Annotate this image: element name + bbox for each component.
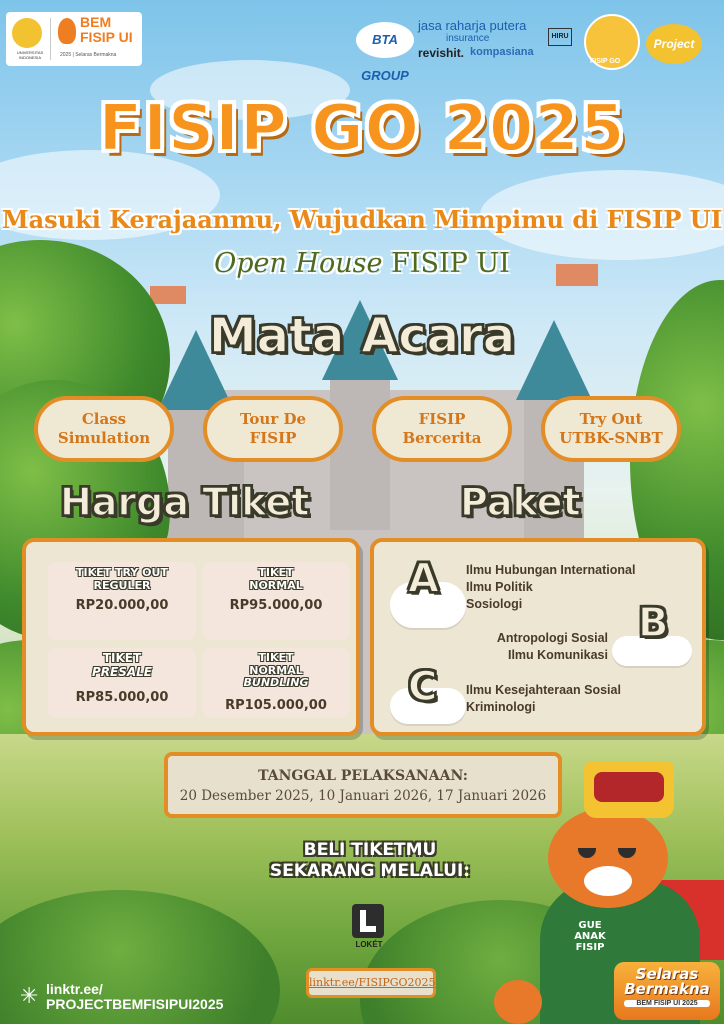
loket-icon-stroke xyxy=(360,926,376,932)
university-name: UNIVERSITAS INDONESIA xyxy=(16,50,44,60)
sponsor-jasa-raharja-sub: insurance xyxy=(446,33,490,44)
buy-ticket-line1: BELI TIKETMU xyxy=(303,840,437,860)
tagline: Masuki Kerajaanmu, Wujudkan Mimpimu di FISIP UI xyxy=(2,205,722,234)
paket-heading: Paket xyxy=(460,480,581,524)
package-letter: C xyxy=(408,664,438,710)
ticket-card xyxy=(202,648,350,718)
sponsor-revishit: revishit. xyxy=(418,46,465,60)
ticket-card xyxy=(48,562,196,640)
selaras-caption: BEM FISIP UI 2025 xyxy=(624,1000,710,1007)
ticket-name-line: NORMAL xyxy=(249,663,303,677)
ticket-card xyxy=(48,648,196,718)
fisip-go-caption: FISIP GO xyxy=(590,58,621,65)
page-title: FISIP GO 2025 xyxy=(98,92,626,166)
logo-divider xyxy=(50,18,51,60)
loket-icon xyxy=(352,904,384,938)
header-logo-box xyxy=(6,12,142,66)
package-letter: B xyxy=(638,600,669,646)
mascot-head xyxy=(548,808,668,908)
ticket-name-line: PRESALE xyxy=(91,664,152,679)
flag xyxy=(150,286,186,304)
ui-makara-icon xyxy=(12,18,42,48)
sponsor-jasa-raharja: jasa raharja putera xyxy=(418,18,527,33)
project-logo: Project xyxy=(646,24,702,64)
ticket-name-line: TIKET TRY OUT xyxy=(76,566,168,579)
open-house-italic: Open House xyxy=(214,248,383,279)
bem-logo-text xyxy=(80,15,133,45)
package-letter: A xyxy=(408,556,439,602)
selaras-line2: Bermakna xyxy=(624,980,710,998)
selaras-line1: Selaras xyxy=(635,965,699,983)
ticket-name-line: TIKET xyxy=(102,651,142,665)
castle-tower xyxy=(330,380,390,530)
package-majors: Ilmu Hubungan International Ilmu Politik Sosiologi xyxy=(466,563,636,611)
ticket-price: RP105.000,00 xyxy=(225,698,327,713)
selaras-text xyxy=(614,967,720,997)
mascot-eye xyxy=(618,848,636,858)
date-label: TANGGAL PELAKSANAAN: xyxy=(258,768,468,784)
event-fisip-bercerita: FISIP Bercerita xyxy=(372,396,512,462)
mascot-shirt-text: GUE ANAK FISIP xyxy=(574,920,606,953)
sponsor-hiru: HIRU xyxy=(548,28,572,46)
mascot-muzzle xyxy=(584,866,632,896)
ticket-price: RP85.000,00 xyxy=(75,690,169,705)
linktree-line1: linktr.ee/ xyxy=(46,981,103,997)
mascot-eye xyxy=(578,848,596,858)
linktree-icon: ✳ xyxy=(20,984,39,1009)
open-house-rest: FISIP UI xyxy=(382,248,510,279)
ticket-name-line: TIKET xyxy=(258,651,294,664)
event-tour-de-fisip: Tour De FISIP xyxy=(203,396,343,462)
sponsor-bta-group: BTA GROUP xyxy=(356,22,414,58)
ticket-name-line: BUNDLING xyxy=(243,676,309,690)
date-box xyxy=(164,752,562,818)
linktree-handle[interactable] xyxy=(46,982,223,1011)
ticket-name xyxy=(48,567,196,592)
bem-logo-line2: FISIP UI xyxy=(80,29,133,45)
crown-velvet xyxy=(594,772,664,802)
ticket-name xyxy=(202,652,350,690)
ticket-name xyxy=(48,652,196,680)
package-majors: Ilmu Kesejahteraan Sosial Kriminologi xyxy=(466,683,621,714)
harga-tiket-heading: Harga Tiket xyxy=(60,480,310,524)
date-list: 20 Desember 2025, 10 Januari 2026, 17 Januari 2026 xyxy=(179,788,547,804)
ticket-price: RP95.000,00 xyxy=(229,598,323,613)
bem-caption: 2025 | Selaras Bermakna xyxy=(60,52,117,58)
event-try-out-utbk: Try Out UTBK-SNBT xyxy=(541,396,681,462)
sponsor-kompasiana: kompasiana xyxy=(470,46,534,58)
ticket-panel xyxy=(22,538,360,736)
open-house-heading xyxy=(0,248,724,279)
ticket-name-line: NORMAL xyxy=(249,578,303,592)
buy-ticket-line2: SEKARANG MELALUI: xyxy=(269,861,471,882)
ticket-card xyxy=(202,562,350,640)
bem-logo-line1: BEM xyxy=(80,14,112,30)
flame-icon xyxy=(58,18,76,44)
linktree-line2: PROJECTBEMFISIPUI2025 xyxy=(46,995,224,1012)
ticket-name-line: REGULER xyxy=(93,578,151,592)
ticket-price: RP20.000,00 xyxy=(75,598,169,613)
package-majors: Antropologi Sosial Ilmu Komunikasi xyxy=(496,631,608,662)
selaras-badge xyxy=(614,962,720,1020)
crown-icon xyxy=(584,762,674,818)
ticket-name xyxy=(202,567,350,592)
loket-label: LOKÉT xyxy=(355,940,383,949)
package-panel xyxy=(370,538,706,736)
mata-acara-heading: Mata Acara xyxy=(208,308,516,364)
ticket-link[interactable]: linktr.ee/FISIPGO2025 xyxy=(306,968,436,998)
buy-ticket-heading xyxy=(240,840,500,883)
mascot-paw xyxy=(494,980,542,1024)
event-class-simulation: Class Simulation xyxy=(34,396,174,462)
ticket-name-line: TIKET xyxy=(258,566,294,579)
